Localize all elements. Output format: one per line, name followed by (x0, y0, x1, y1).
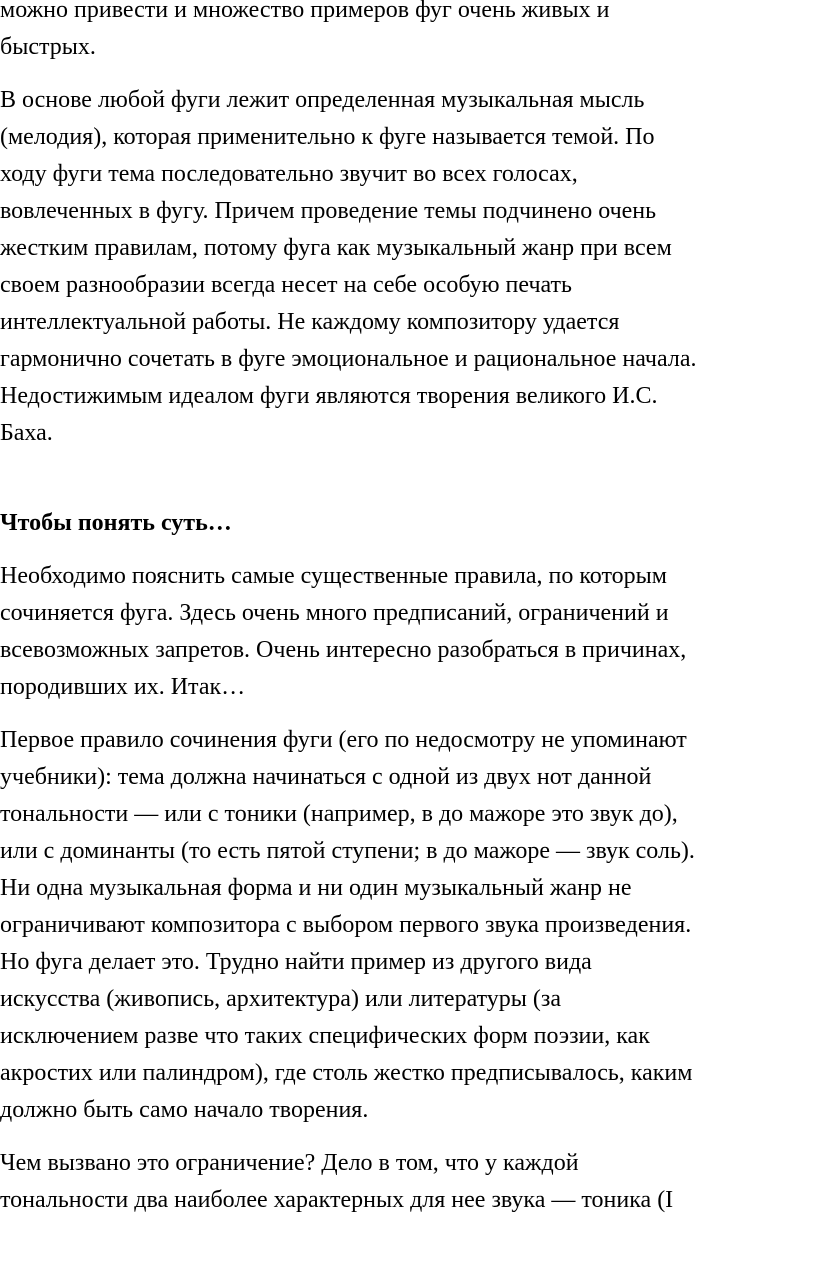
paragraph-2 (0, 82, 816, 452)
blank-line (0, 468, 816, 505)
text-line: Ни одна музыкальная форма и ни один музыкальный жанр не (0, 875, 632, 901)
text-line: (мелодия), которая применительно к фуге называется темой. По (0, 124, 655, 150)
text-line: интеллектуальной работы. Не каждому композитору удается (0, 309, 620, 335)
text-line: ограничивают композитора с выбором первого звука произведения. (0, 912, 692, 938)
text-line: акростих или палиндром), где столь жестко предписывалось, каким (0, 1060, 693, 1086)
text-line: должно быть само начало творения. (0, 1097, 369, 1123)
text-line: Чем вызвано это ограничение? Дело в том, что у каждой (0, 1150, 579, 1176)
text-line: В основе любой фуги лежит определенная музыкальная мысль (0, 87, 645, 113)
text-line: тональности два наиболее характерных для нее звука — тоника (I (0, 1187, 674, 1213)
paragraph-3 (0, 558, 816, 706)
text-line: Но фуга делает это. Трудно найти пример из другого вида (0, 949, 592, 975)
text-line: породивших их. Итак… (0, 674, 246, 700)
paragraph-1 (0, 0, 816, 66)
text-line: быстрых. (0, 34, 96, 60)
text-line: вовлеченных в фугу. Причем проведение темы подчинено очень (0, 198, 657, 224)
text-line: учебники): тема должна начинаться с одной из двух нот данной (0, 764, 652, 790)
text-line: Недостижимым идеалом фуги являются творения великого И.С. (0, 383, 658, 409)
section-heading: Чтобы понять суть… (0, 510, 232, 536)
text-line: всевозможных запретов. Очень интересно разобраться в причинах, (0, 637, 687, 663)
text-line: или с доминанты (то есть пятой ступени; в до мажоре — звук соль). (0, 838, 695, 864)
text-line: Необходимо пояснить самые существенные правила, по которым (0, 563, 667, 589)
text-line: гармонично сочетать в фуге эмоциональное и рациональное начала. (0, 346, 697, 372)
text-line: тональности — или с тоники (например, в до мажоре это звук до), (0, 801, 678, 827)
text-line: искусства (живопись, архитектура) или литературы (за (0, 986, 562, 1012)
paragraph-4 (0, 722, 816, 1129)
text-line: Первое правило сочинения фуги (его по недосмотру не упоминают (0, 727, 687, 753)
text-line: исключением разве что таких специфических форм поэзии, как (0, 1023, 650, 1049)
text-line: жестким правилам, потому фуга как музыкальный жанр при всем (0, 235, 672, 261)
text-line: ходу фуги тема последовательно звучит во всех голосах, (0, 161, 578, 187)
text-line: сочиняется фуга. Здесь очень много предписаний, ограничений и (0, 600, 669, 626)
text-line: Баха. (0, 420, 53, 446)
paragraph-5 (0, 1145, 816, 1219)
text-line: можно привести и множество примеров фуг очень живых и (0, 0, 610, 23)
text-line: своем разнообразии всегда несет на себе особую печать (0, 272, 572, 298)
